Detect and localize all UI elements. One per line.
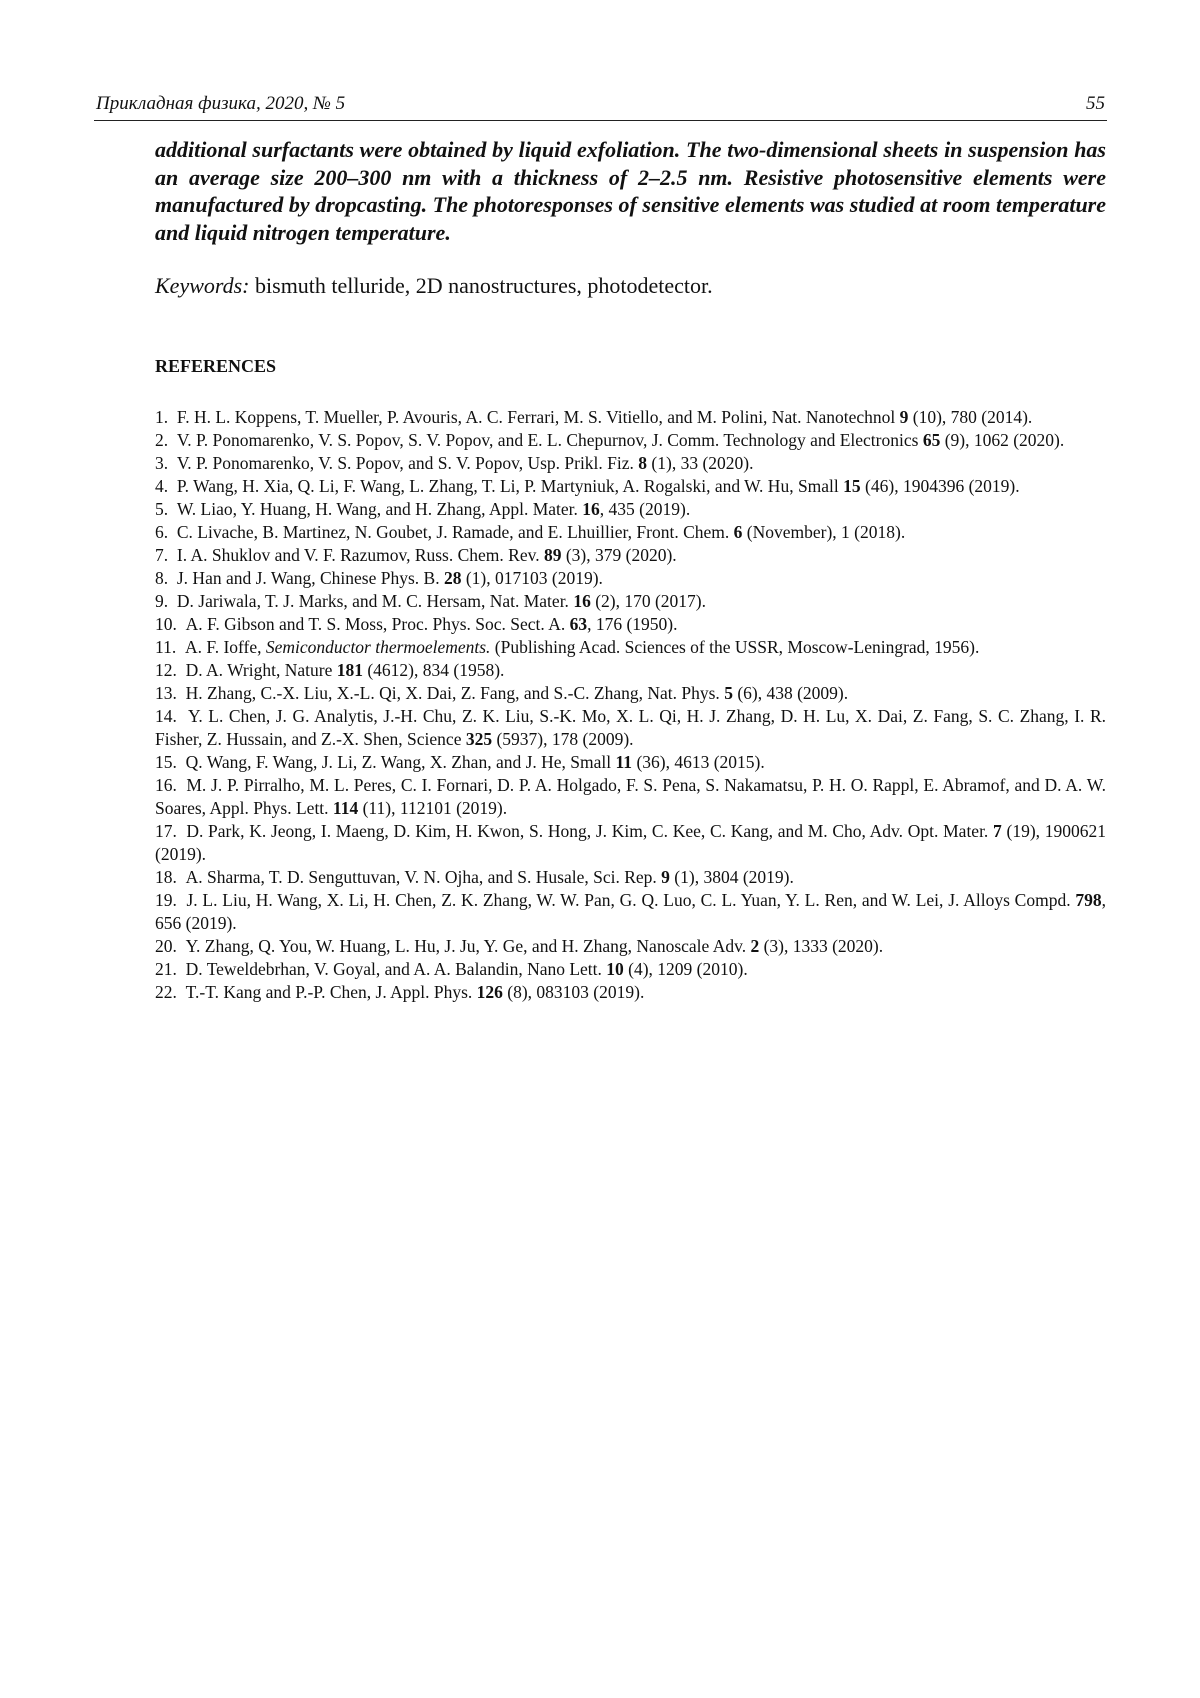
reference-item [155, 636, 1106, 659]
reference-number: 4. [155, 476, 168, 496]
reference-item [155, 820, 1106, 866]
reference-number: 11. [155, 637, 176, 657]
reference-number: 15. [155, 752, 177, 772]
reference-volume: 63 [570, 614, 588, 634]
reference-volume: 16 [573, 591, 591, 611]
reference-text: A. F. Ioffe, [185, 637, 266, 657]
keywords-label: Keywords: [155, 273, 250, 298]
reference-volume: 6 [734, 522, 743, 542]
reference-volume: 15 [843, 476, 861, 496]
running-header [94, 88, 1107, 121]
journal-title: Прикладная физика, 2020, № 5 [96, 93, 345, 115]
reference-volume: 65 [923, 430, 941, 450]
reference-number: 7. [155, 545, 168, 565]
reference-text: V. P. Ponomarenko, V. S. Popov, and S. V. Popov, Usp. Prikl. Fiz. [177, 453, 638, 473]
reference-list [155, 406, 1106, 1004]
reference-volume: 8 [638, 453, 647, 473]
reference-volume: 9 [900, 407, 909, 427]
reference-volume: 11 [616, 752, 633, 772]
reference-text-end: (1), 017103 (2019). [461, 568, 602, 588]
reference-text: P. Wang, H. Xia, Q. Li, F. Wang, L. Zhang, T. Li, P. Martyniuk, A. Rogalski, and W. Hu, Small [177, 476, 843, 496]
reference-text: Y. L. Chen, J. G. Analytis, J.-H. Chu, Z. K. Liu, S.-K. Mo, X. L. Qi, H. J. Zhang, D. H. Lu, X. Dai, Z. Fang, S. C. Zhang, I. R. Fisher, Z. Hussain, and Z.-X. Shen, Science [155, 706, 1106, 749]
reference-number: 8. [155, 568, 168, 588]
reference-number: 13. [155, 683, 177, 703]
reference-item [155, 590, 1106, 613]
reference-volume: 2 [750, 936, 759, 956]
reference-text-end: , 176 (1950). [587, 614, 677, 634]
reference-text: J. Han and J. Wang, Chinese Phys. B. [177, 568, 444, 588]
reference-number: 10. [155, 614, 177, 634]
reference-number: 1. [155, 407, 168, 427]
reference-text: A. Sharma, T. D. Senguttuvan, V. N. Ojha, and S. Husale, Sci. Rep. [186, 867, 662, 887]
reference-volume: 5 [724, 683, 733, 703]
reference-volume: 325 [466, 729, 492, 749]
reference-text-end: (9), 1062 (2020). [940, 430, 1064, 450]
reference-number: 22. [155, 982, 177, 1002]
reference-text: D. A. Wright, Nature [186, 660, 337, 680]
reference-text-end: (4), 1209 (2010). [624, 959, 748, 979]
reference-item [155, 935, 1106, 958]
reference-number: 3. [155, 453, 168, 473]
reference-volume: 126 [477, 982, 503, 1002]
reference-volume: 114 [333, 798, 358, 818]
reference-number: 16. [155, 775, 177, 795]
reference-item [155, 544, 1106, 567]
reference-volume: 7 [993, 821, 1002, 841]
reference-volume: 89 [544, 545, 562, 565]
reference-number: 12. [155, 660, 177, 680]
reference-text-end: (2), 170 (2017). [591, 591, 706, 611]
reference-text-end: (4612), 834 (1958). [363, 660, 504, 680]
reference-text-end: (10), 780 (2014). [908, 407, 1032, 427]
reference-item [155, 751, 1106, 774]
reference-text-end: (36), 4613 (2015). [632, 752, 765, 772]
reference-text-end: (19), 1900621 (2019). [155, 821, 1106, 864]
reference-text: I. A. Shuklov and V. F. Razumov, Russ. Chem. Rev. [177, 545, 544, 565]
reference-number: 18. [155, 867, 177, 887]
reference-number: 14. [155, 706, 177, 726]
reference-text-end: (Publishing Acad. Sciences of the USSR, Moscow-Leningrad, 1956). [490, 637, 979, 657]
reference-text: Q. Wang, F. Wang, J. Li, Z. Wang, X. Zhan, and J. He, Small [186, 752, 616, 772]
keywords-line [155, 272, 1106, 299]
reference-item [155, 981, 1106, 1004]
reference-item [155, 429, 1106, 452]
reference-volume: 10 [606, 959, 624, 979]
reference-text: T.-T. Kang and P.-P. Chen, J. Appl. Phys. [186, 982, 477, 1002]
reference-text-end: (5937), 178 (2009). [492, 729, 633, 749]
reference-item [155, 475, 1106, 498]
reference-number: 6. [155, 522, 168, 542]
reference-item [155, 958, 1106, 981]
reference-item [155, 521, 1106, 544]
reference-text: W. Liao, Y. Huang, H. Wang, and H. Zhang, Appl. Mater. [177, 499, 582, 519]
reference-text-end: (46), 1904396 (2019). [861, 476, 1020, 496]
reference-volume: 9 [661, 867, 670, 887]
reference-volume: 798 [1075, 890, 1101, 910]
keywords-text: bismuth telluride, 2D nanostructures, photodetector. [250, 273, 713, 298]
reference-text: D. Park, K. Jeong, I. Maeng, D. Kim, H. Kwon, S. Hong, J. Kim, C. Kee, C. Kang, and M. Cho, Adv. Opt. Mater. [186, 821, 993, 841]
reference-item [155, 659, 1106, 682]
reference-text: V. P. Ponomarenko, V. S. Popov, S. V. Popov, and E. L. Chepurnov, J. Comm. Technology and Electronics [177, 430, 923, 450]
reference-text-end: , 435 (2019). [600, 499, 690, 519]
reference-number: 20. [155, 936, 177, 956]
reference-item [155, 498, 1106, 521]
page-number: 55 [1086, 93, 1105, 115]
reference-volume: 16 [582, 499, 600, 519]
reference-number: 2. [155, 430, 168, 450]
reference-text-end: (November), 1 (2018). [742, 522, 905, 542]
reference-text: D. Teweldebrhan, V. Goyal, and A. A. Balandin, Nano Lett. [186, 959, 607, 979]
reference-text: D. Jariwala, T. J. Marks, and M. C. Hersam, Nat. Mater. [177, 591, 573, 611]
page-content [155, 136, 1106, 1004]
reference-text: F. H. L. Koppens, T. Mueller, P. Avouris, A. C. Ferrari, M. S. Vitiello, and M. Polini, Nat. Nanotechnol [177, 407, 900, 427]
reference-text-end: (3), 379 (2020). [561, 545, 676, 565]
reference-text: C. Livache, B. Martinez, N. Goubet, J. Ramade, and E. Lhuillier, Front. Chem. [177, 522, 734, 542]
reference-text: J. L. Liu, H. Wang, X. Li, H. Chen, Z. K. Zhang, W. W. Pan, G. Q. Luo, C. L. Yuan, Y. L. Ren, and W. Lei, J. Alloys Compd. [186, 890, 1075, 910]
reference-item [155, 452, 1106, 475]
reference-item [155, 705, 1106, 751]
reference-item [155, 889, 1106, 935]
reference-item [155, 866, 1106, 889]
reference-text-end: (8), 083103 (2019). [503, 982, 644, 1002]
reference-number: 9. [155, 591, 168, 611]
reference-volume: 28 [444, 568, 462, 588]
reference-text-end: , 656 (2019). [155, 890, 1106, 933]
reference-text: Y. Zhang, Q. You, W. Huang, L. Hu, J. Ju, Y. Ge, and H. Zhang, Nanoscale Adv. [186, 936, 751, 956]
reference-text-end: (1), 33 (2020). [647, 453, 753, 473]
reference-item [155, 774, 1106, 820]
reference-volume: 181 [337, 660, 363, 680]
reference-number: 21. [155, 959, 177, 979]
reference-text-end: (11), 112101 (2019). [358, 798, 507, 818]
references-heading: REFERENCES [155, 354, 1106, 378]
reference-item [155, 613, 1106, 636]
reference-number: 17. [155, 821, 177, 841]
reference-text-end: (3), 1333 (2020). [759, 936, 883, 956]
abstract-paragraph: additional surfactants were obtained by liquid exfoliation. The two-dimensional sheets in suspension has an average size 200–300 nm with a thickness of 2–2.5 nm. Resistive photosensitive elements were manufactured by dropcasting. The photoresponses of sensitive elements was studied at room temperature and liquid nitrogen temperature. [155, 136, 1106, 246]
reference-text-end: (6), 438 (2009). [733, 683, 848, 703]
reference-text: H. Zhang, C.-X. Liu, X.-L. Qi, X. Dai, Z. Fang, and S.-C. Zhang, Nat. Phys. [186, 683, 725, 703]
reference-item [155, 406, 1106, 429]
reference-item [155, 567, 1106, 590]
reference-number: 5. [155, 499, 168, 519]
reference-text: M. J. P. Pirralho, M. L. Peres, C. I. Fornari, D. P. A. Holgado, F. S. Pena, S. Nakamatsu, P. H. O. Rappl, E. Abramof, and D. A. W. Soares, Appl. Phys. Lett. [155, 775, 1106, 818]
reference-title: Semiconductor thermoelements. [266, 637, 491, 657]
reference-text: A. F. Gibson and T. S. Moss, Proc. Phys. Soc. Sect. A. [186, 614, 570, 634]
reference-text-end: (1), 3804 (2019). [670, 867, 794, 887]
reference-number: 19. [155, 890, 177, 910]
reference-item [155, 682, 1106, 705]
